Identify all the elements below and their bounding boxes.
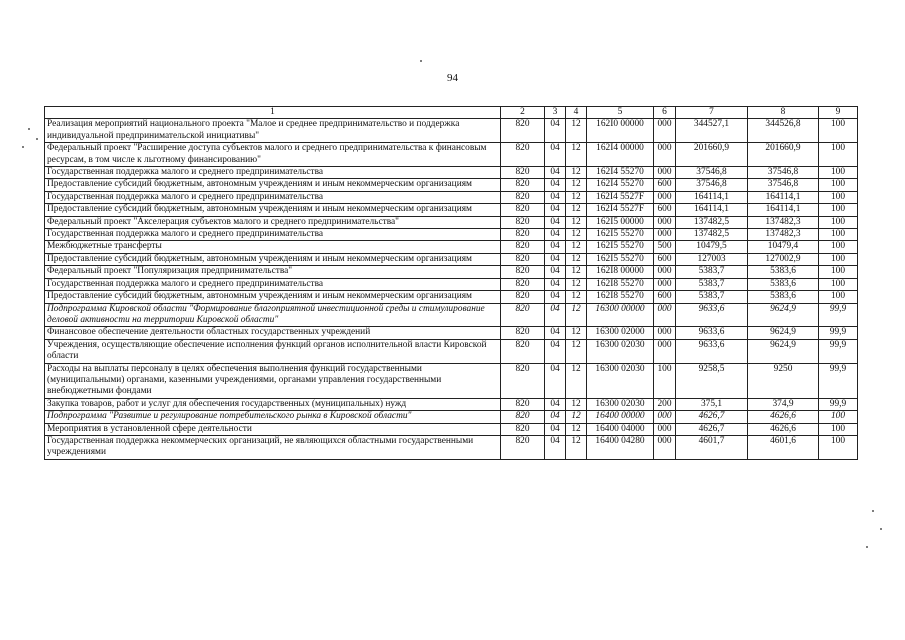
admin-code-cell: 820 — [501, 119, 545, 143]
section-cell: 04 — [545, 229, 566, 241]
planned-amount-cell: 10479,5 — [676, 241, 748, 253]
planned-amount-cell: 344527,1 — [676, 119, 748, 143]
target-article-cell: 16300 02030 — [587, 363, 654, 398]
executed-amount-cell: 37546,8 — [748, 179, 819, 191]
percent-cell: 99,9 — [819, 363, 858, 398]
planned-amount-cell: 375,1 — [676, 398, 748, 410]
target-article-cell: 16400 04280 — [587, 435, 654, 459]
expense-type-cell: 000 — [654, 411, 676, 423]
table-row — [45, 303, 858, 327]
executed-amount-cell: 201660,9 — [748, 143, 819, 167]
subsection-cell: 12 — [566, 411, 587, 423]
subsection-cell: 12 — [566, 229, 587, 241]
percent-cell: 100 — [819, 167, 858, 179]
executed-amount-cell: 9624,9 — [748, 327, 819, 339]
table-row — [45, 291, 858, 303]
subsection-cell: 12 — [566, 167, 587, 179]
admin-code-cell: 820 — [501, 303, 545, 327]
column-header: 2 — [501, 107, 545, 119]
table-row — [45, 278, 858, 290]
planned-amount-cell: 9258,5 — [676, 363, 748, 398]
table-header-row — [45, 107, 858, 119]
table-row — [45, 241, 858, 253]
subsection-cell: 12 — [566, 435, 587, 459]
percent-cell: 100 — [819, 241, 858, 253]
expense-type-cell: 600 — [654, 253, 676, 265]
expense-type-cell: 000 — [654, 278, 676, 290]
percent-cell: 99,9 — [819, 398, 858, 410]
section-cell: 04 — [545, 216, 566, 228]
planned-amount-cell: 127003 — [676, 253, 748, 265]
subsection-cell: 12 — [566, 398, 587, 410]
scan-speck — [420, 60, 422, 62]
row-name-cell: Государственная поддержка малого и среднего предпринимательства — [45, 229, 501, 241]
row-name-cell: Государственная поддержка малого и среднего предпринимательства — [45, 191, 501, 203]
executed-amount-cell: 137482,3 — [748, 229, 819, 241]
admin-code-cell: 820 — [501, 435, 545, 459]
table-row — [45, 204, 858, 216]
admin-code-cell: 820 — [501, 278, 545, 290]
executed-amount-cell: 9624,9 — [748, 303, 819, 327]
target-article-cell: 162I4 55270 — [587, 179, 654, 191]
row-name-cell: Предоставление субсидий бюджетным, автономным учреждениям и иным некоммерческим организациям — [45, 204, 501, 216]
expense-type-cell: 000 — [654, 423, 676, 435]
scan-speck — [872, 510, 874, 512]
section-cell: 04 — [545, 435, 566, 459]
row-name-cell: Предоставление субсидий бюджетным, автономным учреждениям и иным некоммерческим организациям — [45, 291, 501, 303]
executed-amount-cell: 4626,6 — [748, 411, 819, 423]
table-row — [45, 229, 858, 241]
expense-type-cell: 000 — [654, 119, 676, 143]
target-article-cell: 162I5 55270 — [587, 253, 654, 265]
admin-code-cell: 820 — [501, 253, 545, 265]
subsection-cell: 12 — [566, 303, 587, 327]
table-row — [45, 167, 858, 179]
admin-code-cell: 820 — [501, 216, 545, 228]
percent-cell: 100 — [819, 278, 858, 290]
target-article-cell: 162I5 55270 — [587, 229, 654, 241]
section-cell: 04 — [545, 191, 566, 203]
row-name-cell: Государственная поддержка малого и среднего предпринимательства — [45, 278, 501, 290]
expense-type-cell: 000 — [654, 339, 676, 363]
admin-code-cell: 820 — [501, 339, 545, 363]
table-row — [45, 363, 858, 398]
planned-amount-cell: 4601,7 — [676, 435, 748, 459]
percent-cell: 100 — [819, 253, 858, 265]
subsection-cell: 12 — [566, 143, 587, 167]
target-article-cell: 162I8 55270 — [587, 278, 654, 290]
planned-amount-cell: 37546,8 — [676, 179, 748, 191]
scan-speck — [36, 138, 38, 140]
expense-type-cell: 100 — [654, 363, 676, 398]
percent-cell: 100 — [819, 191, 858, 203]
row-name-cell: Государственная поддержка некоммерческих организаций, не являющихся областными государственными учреждениями — [45, 435, 501, 459]
column-header: 3 — [545, 107, 566, 119]
section-cell: 04 — [545, 253, 566, 265]
table-row — [45, 435, 858, 459]
planned-amount-cell: 9633,6 — [676, 339, 748, 363]
executed-amount-cell: 137482,3 — [748, 216, 819, 228]
section-cell: 04 — [545, 327, 566, 339]
admin-code-cell: 820 — [501, 363, 545, 398]
admin-code-cell: 820 — [501, 167, 545, 179]
column-header: 6 — [654, 107, 676, 119]
section-cell: 04 — [545, 398, 566, 410]
table-row — [45, 339, 858, 363]
subsection-cell: 12 — [566, 363, 587, 398]
planned-amount-cell: 5383,7 — [676, 278, 748, 290]
percent-cell: 100 — [819, 423, 858, 435]
planned-amount-cell: 164114,1 — [676, 191, 748, 203]
row-name-cell: Межбюджетные трансферты — [45, 241, 501, 253]
admin-code-cell: 820 — [501, 291, 545, 303]
percent-cell: 99,9 — [819, 339, 858, 363]
table-row — [45, 253, 858, 265]
column-header: 7 — [676, 107, 748, 119]
percent-cell: 100 — [819, 229, 858, 241]
percent-cell: 99,9 — [819, 327, 858, 339]
percent-cell: 100 — [819, 411, 858, 423]
expense-type-cell: 600 — [654, 291, 676, 303]
executed-amount-cell: 374,9 — [748, 398, 819, 410]
scan-speck — [22, 146, 24, 148]
subsection-cell: 12 — [566, 266, 587, 278]
executed-amount-cell: 4626,6 — [748, 423, 819, 435]
subsection-cell: 12 — [566, 191, 587, 203]
percent-cell: 100 — [819, 216, 858, 228]
expense-type-cell: 500 — [654, 241, 676, 253]
executed-amount-cell: 164114,1 — [748, 204, 819, 216]
row-name-cell: Подпрограмма Кировской области "Формирование благоприятной инвестиционной среды и стимулирование деловой активности на территории Кировской области" — [45, 303, 501, 327]
row-name-cell: Закупка товаров, работ и услуг для обеспечения государственных (муниципальных) нужд — [45, 398, 501, 410]
admin-code-cell: 820 — [501, 398, 545, 410]
column-header: 1 — [45, 107, 501, 119]
row-name-cell: Подпрограмма "Развитие и регулирование потребительского рынка в Кировской области" — [45, 411, 501, 423]
subsection-cell: 12 — [566, 119, 587, 143]
row-name-cell: Федеральный проект "Акселерация субъектов малого и среднего предпринимательства" — [45, 216, 501, 228]
column-header: 9 — [819, 107, 858, 119]
subsection-cell: 12 — [566, 179, 587, 191]
percent-cell: 100 — [819, 266, 858, 278]
target-article-cell: 162I4 5527F — [587, 204, 654, 216]
admin-code-cell: 820 — [501, 204, 545, 216]
admin-code-cell: 820 — [501, 143, 545, 167]
target-article-cell: 16300 02000 — [587, 327, 654, 339]
executed-amount-cell: 5383,6 — [748, 278, 819, 290]
target-article-cell: 16300 02030 — [587, 339, 654, 363]
expense-type-cell: 000 — [654, 216, 676, 228]
expense-type-cell: 000 — [654, 435, 676, 459]
expense-type-cell: 000 — [654, 266, 676, 278]
planned-amount-cell: 9633,6 — [676, 327, 748, 339]
row-name-cell: Предоставление субсидий бюджетным, автономным учреждениям и иным некоммерческим организациям — [45, 253, 501, 265]
admin-code-cell: 820 — [501, 179, 545, 191]
planned-amount-cell: 4626,7 — [676, 423, 748, 435]
budget-table — [44, 106, 858, 460]
subsection-cell: 12 — [566, 253, 587, 265]
row-name-cell: Предоставление субсидий бюджетным, автономным учреждениям и иным некоммерческим организациям — [45, 179, 501, 191]
subsection-cell: 12 — [566, 327, 587, 339]
table-row — [45, 179, 858, 191]
percent-cell: 99,9 — [819, 303, 858, 327]
subsection-cell: 12 — [566, 241, 587, 253]
planned-amount-cell: 201660,9 — [676, 143, 748, 167]
expense-type-cell: 600 — [654, 204, 676, 216]
row-name-cell: Реализация мероприятий национального проекта "Малое и среднее предпринимательство и поддержка индивидуальной предпринимательской инициативы" — [45, 119, 501, 143]
section-cell: 04 — [545, 241, 566, 253]
executed-amount-cell: 10479,4 — [748, 241, 819, 253]
section-cell: 04 — [545, 339, 566, 363]
scan-speck — [28, 128, 30, 130]
table-row — [45, 411, 858, 423]
admin-code-cell: 820 — [501, 191, 545, 203]
expense-type-cell: 000 — [654, 143, 676, 167]
planned-amount-cell: 4626,7 — [676, 411, 748, 423]
row-name-cell: Федеральный проект "Расширение доступа субъектов малого и среднего предпринимательства к финансовым ресурсам, в том числе к льготному финансированию" — [45, 143, 501, 167]
table-row — [45, 423, 858, 435]
admin-code-cell: 820 — [501, 423, 545, 435]
admin-code-cell: 820 — [501, 229, 545, 241]
planned-amount-cell: 164114,1 — [676, 204, 748, 216]
percent-cell: 100 — [819, 143, 858, 167]
scan-speck — [880, 528, 882, 530]
expense-type-cell: 000 — [654, 327, 676, 339]
target-article-cell: 162I5 55270 — [587, 241, 654, 253]
target-article-cell: 162I0 00000 — [587, 119, 654, 143]
section-cell: 04 — [545, 363, 566, 398]
page-number: 94 — [447, 72, 458, 84]
table-row — [45, 398, 858, 410]
target-article-cell: 162I8 00000 — [587, 266, 654, 278]
executed-amount-cell: 37546,8 — [748, 167, 819, 179]
table-row — [45, 327, 858, 339]
subsection-cell: 12 — [566, 278, 587, 290]
section-cell: 04 — [545, 278, 566, 290]
admin-code-cell: 820 — [501, 266, 545, 278]
section-cell: 04 — [545, 204, 566, 216]
percent-cell: 100 — [819, 291, 858, 303]
target-article-cell: 162I4 55270 — [587, 167, 654, 179]
target-article-cell: 16300 00000 — [587, 303, 654, 327]
planned-amount-cell: 137482,5 — [676, 216, 748, 228]
admin-code-cell: 820 — [501, 411, 545, 423]
target-article-cell: 16300 02030 — [587, 398, 654, 410]
expense-type-cell: 000 — [654, 191, 676, 203]
planned-amount-cell: 9633,6 — [676, 303, 748, 327]
expense-type-cell: 000 — [654, 229, 676, 241]
subsection-cell: 12 — [566, 204, 587, 216]
target-article-cell: 16400 04000 — [587, 423, 654, 435]
executed-amount-cell: 5383,6 — [748, 291, 819, 303]
admin-code-cell: 820 — [501, 327, 545, 339]
section-cell: 04 — [545, 119, 566, 143]
section-cell: 04 — [545, 179, 566, 191]
subsection-cell: 12 — [566, 216, 587, 228]
expense-type-cell: 600 — [654, 179, 676, 191]
percent-cell: 100 — [819, 119, 858, 143]
row-name-cell: Федеральный проект "Популяризация предпринимательства" — [45, 266, 501, 278]
row-name-cell: Финансовое обеспечение деятельности областных государственных учреждений — [45, 327, 501, 339]
target-article-cell: 162I4 5527F — [587, 191, 654, 203]
target-article-cell: 162I4 00000 — [587, 143, 654, 167]
table-row — [45, 216, 858, 228]
table-row — [45, 143, 858, 167]
target-article-cell: 16400 00000 — [587, 411, 654, 423]
planned-amount-cell: 37546,8 — [676, 167, 748, 179]
row-name-cell: Учреждения, осуществляющие обеспечение исполнения функций органов исполнительной власти Кировской области — [45, 339, 501, 363]
target-article-cell: 162I5 00000 — [587, 216, 654, 228]
executed-amount-cell: 344526,8 — [748, 119, 819, 143]
subsection-cell: 12 — [566, 339, 587, 363]
table-row — [45, 119, 858, 143]
percent-cell: 100 — [819, 435, 858, 459]
section-cell: 04 — [545, 143, 566, 167]
percent-cell: 100 — [819, 179, 858, 191]
table-row — [45, 266, 858, 278]
subsection-cell: 12 — [566, 291, 587, 303]
section-cell: 04 — [545, 167, 566, 179]
subsection-cell: 12 — [566, 423, 587, 435]
row-name-cell: Государственная поддержка малого и среднего предпринимательства — [45, 167, 501, 179]
planned-amount-cell: 137482,5 — [676, 229, 748, 241]
executed-amount-cell: 5383,6 — [748, 266, 819, 278]
section-cell: 04 — [545, 423, 566, 435]
section-cell: 04 — [545, 303, 566, 327]
expense-type-cell: 000 — [654, 167, 676, 179]
column-header: 5 — [587, 107, 654, 119]
planned-amount-cell: 5383,7 — [676, 291, 748, 303]
table-row — [45, 191, 858, 203]
row-name-cell: Мероприятия в установленной сфере деятельности — [45, 423, 501, 435]
expense-type-cell: 200 — [654, 398, 676, 410]
column-header: 8 — [748, 107, 819, 119]
executed-amount-cell: 9250 — [748, 363, 819, 398]
target-article-cell: 162I8 55270 — [587, 291, 654, 303]
executed-amount-cell: 9624,9 — [748, 339, 819, 363]
row-name-cell: Расходы на выплаты персоналу в целях обеспечения выполнения функций государственными (муниципальными) органами, казенными учреждениями, органами управления государственными внебюджетными фондами — [45, 363, 501, 398]
executed-amount-cell: 127002,9 — [748, 253, 819, 265]
planned-amount-cell: 5383,7 — [676, 266, 748, 278]
column-header: 4 — [566, 107, 587, 119]
executed-amount-cell: 4601,6 — [748, 435, 819, 459]
scan-speck — [866, 546, 868, 548]
section-cell: 04 — [545, 291, 566, 303]
section-cell: 04 — [545, 266, 566, 278]
expense-type-cell: 000 — [654, 303, 676, 327]
percent-cell: 100 — [819, 204, 858, 216]
admin-code-cell: 820 — [501, 241, 545, 253]
section-cell: 04 — [545, 411, 566, 423]
executed-amount-cell: 164114,1 — [748, 191, 819, 203]
table-body — [45, 119, 858, 459]
